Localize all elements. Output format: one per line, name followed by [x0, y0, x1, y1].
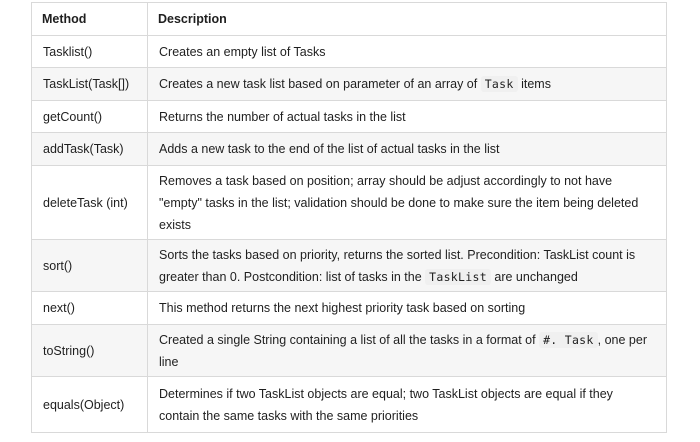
description-text: Removes a task based on position; array should be adjust accordingly to not have "empty" tasks in the list; validation should be done to make sure the item being deleted exists — [159, 173, 639, 232]
description-cell — [148, 68, 667, 101]
description-text: Created a single String containing a list of all the tasks in a format of — [159, 332, 540, 347]
method-table — [31, 2, 667, 433]
description-text: Creates a new task list based on parameter of an array of — [159, 77, 481, 91]
method-table-container — [31, 2, 666, 433]
header-description: Description — [148, 3, 667, 36]
description-text-after: , one per line — [159, 332, 647, 369]
description-cell — [148, 377, 667, 433]
description-text-after: are unchanged — [490, 269, 578, 284]
method-cell: TaskList(Task[]) — [32, 68, 148, 101]
method-cell: Tasklist() — [32, 36, 148, 68]
description-text: Determines if two TaskList objects are equal; two TaskList objects are equal if they contain the same tasks with the same priorities — [159, 386, 613, 423]
method-cell: toString() — [32, 325, 148, 377]
description-cell — [148, 325, 667, 377]
description-text: Creates an empty list of Tasks — [159, 44, 326, 59]
description-cell — [148, 133, 667, 166]
table-row — [32, 68, 667, 101]
table-row — [32, 36, 667, 68]
table-row — [32, 377, 667, 433]
inline-code: Task — [481, 76, 518, 92]
table-row — [32, 133, 667, 166]
method-cell: equals(Object) — [32, 377, 148, 433]
inline-code: #. Task — [539, 332, 598, 348]
header-method: Method — [32, 3, 148, 36]
table-row — [32, 325, 667, 377]
description-text: This method returns the next highest priority task based on sorting — [159, 301, 526, 315]
table-header-row — [32, 3, 667, 36]
method-cell: deleteTask (int) — [32, 166, 148, 240]
table-row — [32, 101, 667, 133]
table-row — [32, 292, 667, 325]
description-cell — [148, 36, 667, 68]
method-cell: addTask(Task) — [32, 133, 148, 166]
table-row — [32, 166, 667, 240]
table-row — [32, 240, 667, 292]
description-cell — [148, 101, 667, 133]
description-cell — [148, 240, 667, 292]
method-cell: getCount() — [32, 101, 148, 133]
description-text: Returns the number of actual tasks in the list — [159, 109, 406, 124]
description-cell — [148, 166, 667, 240]
description-text: Adds a new task to the end of the list of actual tasks in the list — [159, 142, 500, 156]
description-text-after: items — [517, 77, 551, 91]
description-cell — [148, 292, 667, 325]
description-text: Sorts the tasks based on priority, returns the sorted list. Precondition: TaskList count is greater than 0. Postcondition: list of tasks in the — [159, 247, 636, 284]
method-cell: next() — [32, 292, 148, 325]
inline-code: TaskList — [425, 269, 491, 285]
method-cell: sort() — [32, 240, 148, 292]
